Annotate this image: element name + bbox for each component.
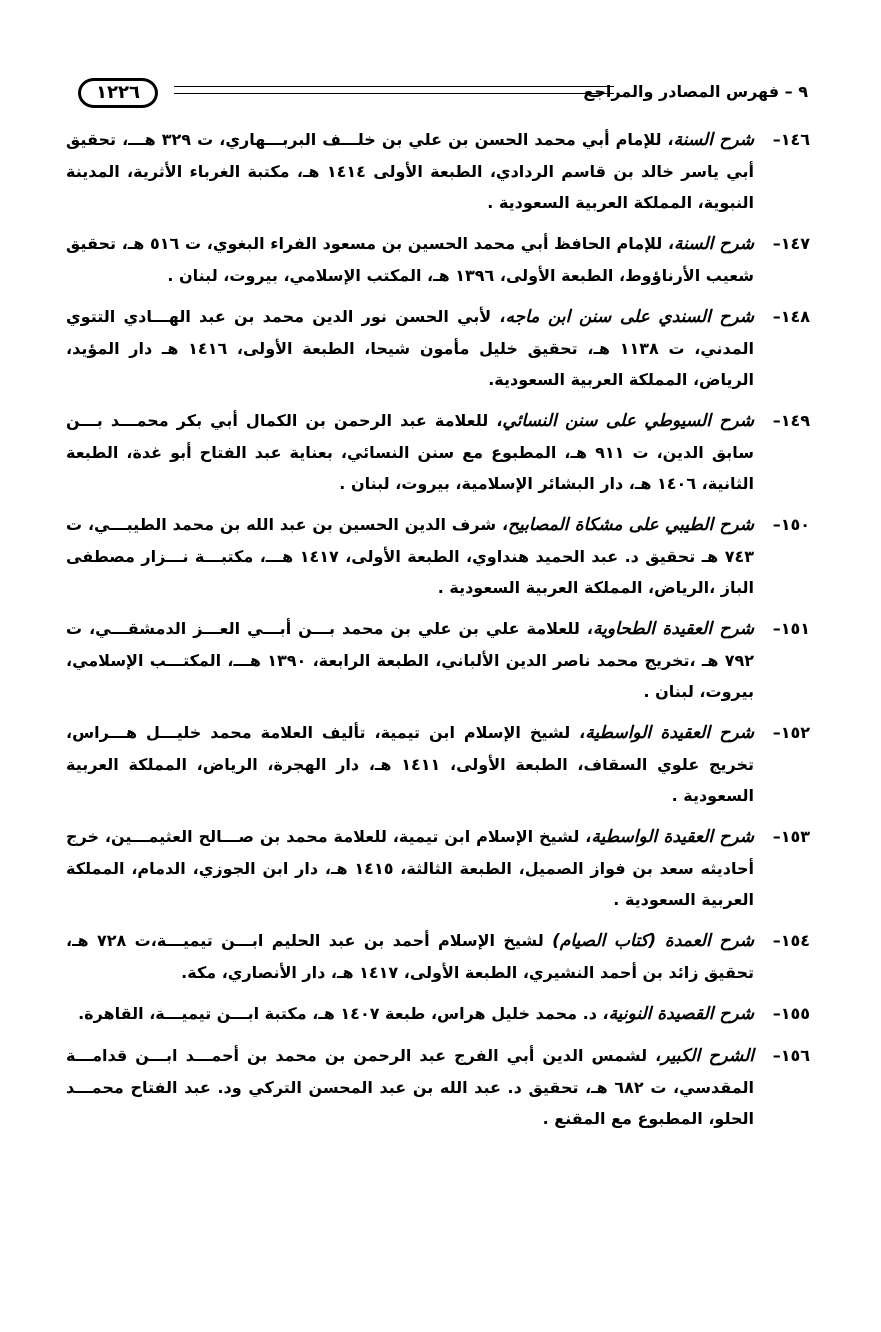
bibliography-entry	[66, 405, 810, 499]
bibliography-entry	[66, 301, 810, 395]
entry-number: ١٤٧–	[772, 234, 810, 253]
entry-text: ، د. محمد خليل هراس، طبعة ١٤٠٧ هـ، مكتبة ابـــن تيميـــة، القاهرة.	[78, 1004, 609, 1023]
entry-title: شرح العقيدة الواسطية	[591, 827, 754, 847]
entry-number: ١٥٤–	[772, 931, 810, 950]
entry-text: لشيخ الإسلام أحمد بن عبد الحليم ابـــن تيميـــة،ت ٧٢٨ هـ، تحقيق زائد بن أحمد النشيري، الطبعة الأولى، ١٤١٧ هـ، دار الأنصاري، مكة.	[66, 931, 754, 982]
entry-title: شرح السنة	[674, 234, 754, 254]
entry-number: ١٤٩–	[772, 411, 810, 430]
entry-title: الشرح الكبير	[661, 1046, 754, 1066]
bibliography-entry	[66, 124, 810, 218]
bibliography-entry	[66, 998, 810, 1030]
section-title: ٩ – فهرس المصادر والمراجع	[583, 82, 808, 101]
bibliography-entry	[66, 509, 810, 603]
entry-text: ، شرف الدين الحسين بن عبد الله بن محمد الطيبـــي، ت ٧٤٣ هـ تحقيق د. عبد الحميد هنداوي، الطبعة الأولى، ١٤١٧ هـــ، مكتبـــة نـــزار مصطفى الباز ،الرياض، المملكة العربية السعودية .	[66, 515, 755, 597]
entry-text: ، لشمس الدين أبي الفرج عبد الرحمن بن محمد بن أحمـــد ابـــن قدامـــة المقدسي، ت ٦٨٢ هـ، تحقيق د. عبد الله بن عبد المحسن التركي ود. عبد الفتاح محمـــد الحلو، المطبوع مع المقنع .	[66, 1046, 754, 1128]
page-number-badge: ١٢٢٦	[78, 78, 158, 108]
entry-number: ١٥١–	[772, 619, 810, 638]
header-double-rule	[174, 86, 614, 94]
entry-number: ١٤٨–	[772, 307, 810, 326]
entry-title: شرح العقيدة الطحاوية	[592, 619, 754, 639]
entry-number: ١٤٦–	[772, 130, 810, 149]
bibliography-entry	[66, 717, 810, 811]
entry-text: ، للعلامة عبد الرحمن بن الكمال أبي بكر محمـــد بـــن سابق الدين، ت ٩١١ هـ، المطبوع مع سنن النسائي، بعناية عبد الفتاح أبو غدة، الطبعة الثانية، ١٤٠٦ هـ، دار البشائر الإسلامية، بيروت، لبنان .	[66, 411, 754, 493]
bibliography-list	[66, 124, 810, 1144]
entry-text: ، للإمام الحافظ أبي محمد الحسين بن مسعود الفراء البغوي، ت ٥١٦ هـ، تحقيق شعيب الأرناؤوط، الطبعة الأولى، ١٣٩٦ هـ، المكتب الإسلامي، بيروت، لبنان .	[66, 234, 754, 285]
entry-title: شرح العمدة (كتاب الصيام)	[552, 931, 754, 951]
entry-number: ١٥٥–	[772, 1004, 810, 1023]
entry-title: شرح السيوطي على سنن النسائي	[502, 411, 754, 431]
entry-text: ، للعلامة علي بن علي بن محمد بـــن أبـــي العـــز الدمشقـــي، ت ٧٩٢ هـ ،تخريج محمد ناصر الدين الألباني، الطبعة الرابعة، ١٣٩٠ هـــ، المكتـــب الإسلامي، بيروت، لبنان .	[66, 619, 755, 701]
entry-number: ١٥٣–	[772, 827, 810, 846]
page-header	[78, 78, 808, 112]
entry-number: ١٥٠–	[772, 515, 810, 534]
entry-text: ، لأبي الحسن نور الدين محمد بن عبد الهـــادي التتوي المدني، ت ١١٣٨ هـ، تحقيق خليل مأمون شيحا، الطبعة الأولى، ١٤١٦ هـ دار المؤيد، الرياض، المملكة العربية السعودية.	[66, 307, 754, 389]
entry-title: شرح الطيبي على مشكاة المصابيح	[508, 515, 754, 535]
bibliography-entry	[66, 613, 810, 707]
entry-title: شرح السندي على سنن ابن ماجه	[505, 307, 754, 327]
entry-text: ، للإمام أبي محمد الحسن بن علي بن خلـــف البربـــهاري، ت ٣٢٩ هـــ، تحقيق أبي ياسر خالد بن قاسم الردادي، الطبعة الأولى ١٤١٤ هـ، مكتبة الغرباء الأثرية، المدينة النبوية، المملكة العربية السعودية .	[66, 130, 754, 212]
entry-title: شرح السنة	[673, 130, 754, 150]
entry-title: شرح العقيدة الواسطية	[585, 723, 754, 743]
entry-text: ، لشيخ الإسلام ابن تيمية، تأليف العلامة محمد خليـــل هـــراس، تخريج علوي السقاف، الطبعة الأولى، ١٤١١ هـ، دار الهجرة، الرياض، المملكة العربية السعودية .	[66, 723, 755, 805]
bibliography-entry	[66, 1040, 810, 1134]
bibliography-entry	[66, 821, 810, 915]
entry-number: ١٥٦–	[772, 1046, 810, 1065]
entry-title: شرح القصيدة النونية	[608, 1004, 754, 1024]
entry-number: ١٥٢–	[772, 723, 810, 742]
bibliography-entry	[66, 925, 810, 988]
entry-text: ، لشيخ الإسلام ابن تيمية، للعلامة محمد بن صـــالح العثيمـــين، خرج أحاديثه سعد بن فواز الصميل، الطبعة الثالثة، ١٤١٥ هـ، دار ابن الجوزي، الدمام، المملكة العربية السعودية .	[66, 827, 754, 909]
bibliography-entry	[66, 228, 810, 291]
